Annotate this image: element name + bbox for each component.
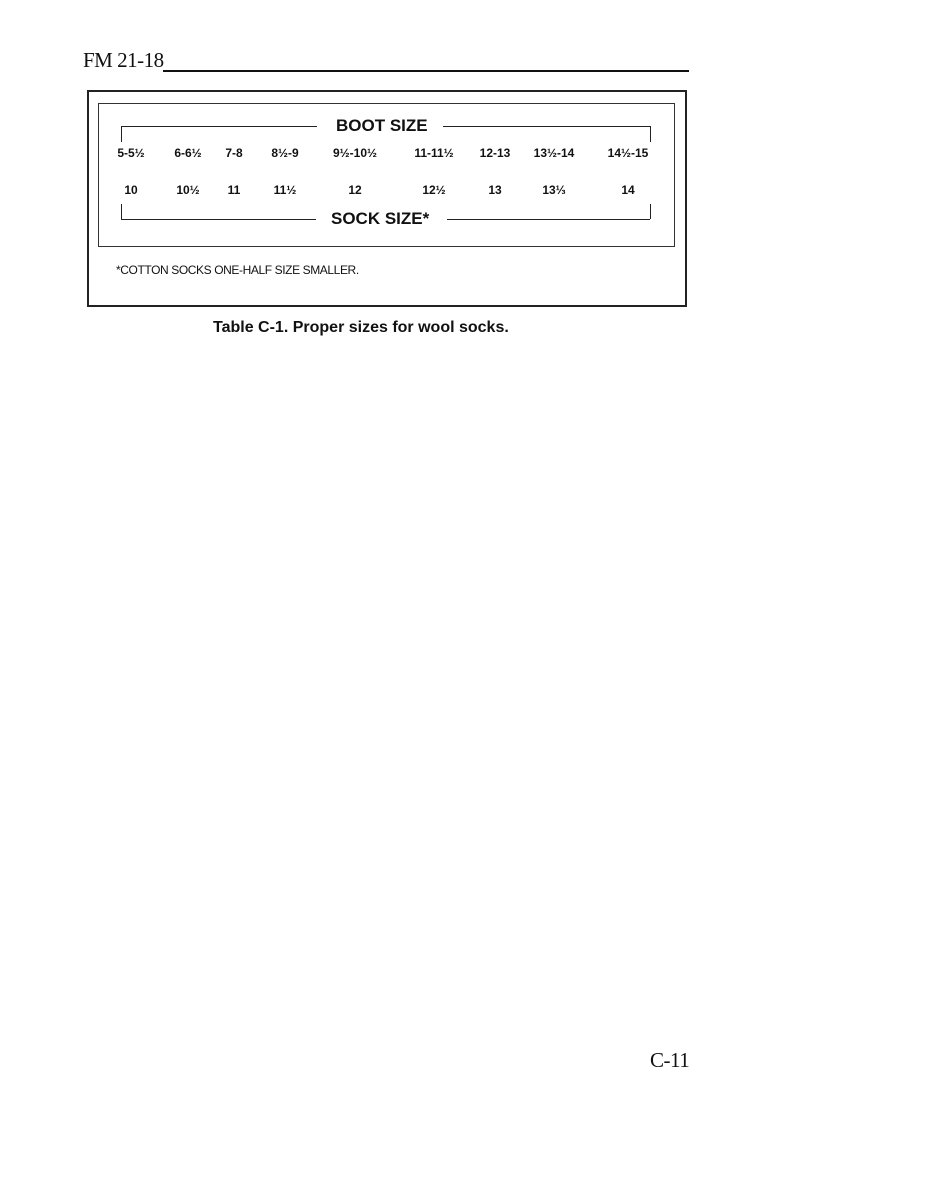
- boot-size-cell: 12-13: [479, 146, 511, 160]
- sock-bracket-left-tick: [121, 204, 122, 219]
- table-footnote: *COTTON SOCKS ONE-HALF SIZE SMALLER.: [116, 263, 359, 277]
- boot-bracket-right-line: [443, 126, 650, 127]
- boot-size-cell: 11-11½: [414, 146, 454, 160]
- sock-size-cell: 12½: [422, 183, 446, 197]
- sock-size-cell: 13⅓: [542, 183, 566, 197]
- sock-size-cell: 13: [488, 183, 502, 197]
- boot-bracket-left-tick: [121, 126, 122, 142]
- sock-size-cell: 14: [621, 183, 635, 197]
- boot-size-cell: 5-5½: [117, 146, 145, 160]
- sock-size-heading: SOCK SIZE*: [331, 209, 430, 228]
- boot-size-cell: 6-6½: [174, 146, 202, 160]
- sock-size-cell: 10: [124, 183, 138, 197]
- boot-size-heading: BOOT SIZE: [336, 116, 428, 135]
- boot-size-cell: 8½-9: [271, 146, 299, 160]
- boot-size-cell: 14½-15: [607, 146, 649, 160]
- header-rule: [163, 70, 689, 72]
- boot-size-cell: 9½-10½: [332, 146, 378, 160]
- sock-bracket-right-tick: [650, 204, 651, 219]
- table-caption: Table C-1. Proper sizes for wool socks.: [213, 319, 509, 336]
- sock-size-cell: 12: [348, 183, 362, 197]
- boot-bracket-right-tick: [650, 126, 651, 142]
- sock-bracket-left-line: [121, 219, 316, 220]
- boot-size-cell: 13½-14: [533, 146, 575, 160]
- sock-size-cell: 10½: [176, 183, 200, 197]
- document-id: FM 21-18: [83, 48, 164, 72]
- boot-size-cell: 7-8: [225, 146, 243, 160]
- page-number: C-11: [650, 1048, 690, 1072]
- sock-size-cell: 11: [227, 183, 241, 197]
- boot-bracket-left-line: [121, 126, 317, 127]
- sock-bracket-right-line: [447, 219, 650, 220]
- sock-size-cell: 11½: [273, 183, 297, 197]
